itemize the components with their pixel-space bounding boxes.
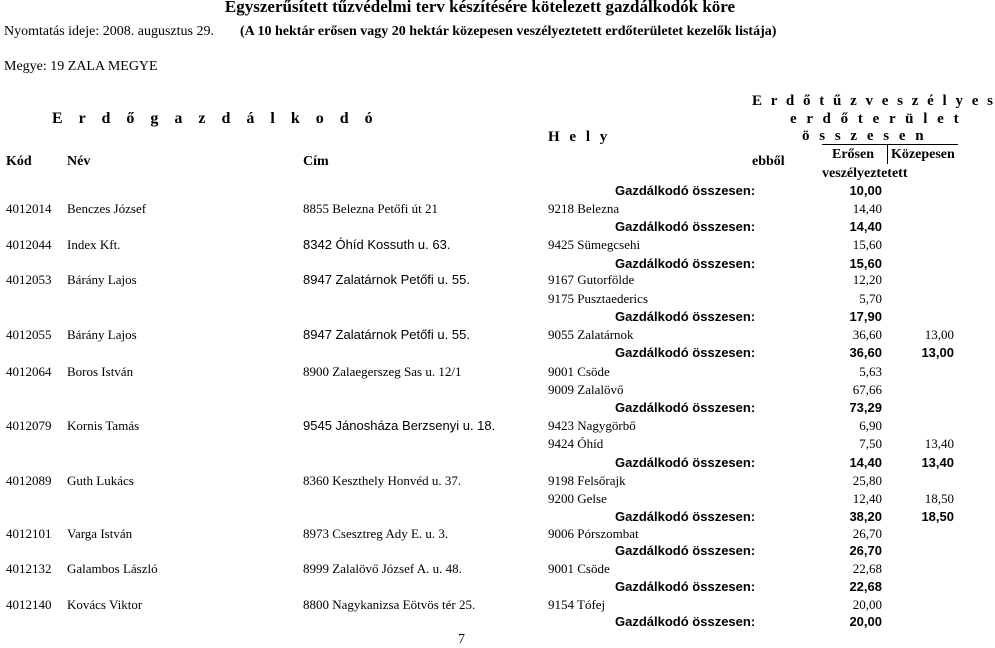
cell-nev: Benczes József <box>67 201 147 216</box>
cell-kod: 4012064 <box>6 364 52 379</box>
cell-erosen: 67,66 <box>852 382 882 397</box>
cell-cim: 8800 Nagykanizsa Eötvös tér 25. <box>303 597 476 612</box>
total-erosen: 20,00 <box>849 614 882 629</box>
header-divider-vertical <box>887 145 888 164</box>
cell-hely: 9218 Belezna <box>548 201 620 216</box>
total-label: Gazdálkodó összesen: <box>615 345 756 360</box>
cell-erosen: 12,40 <box>852 491 882 506</box>
cell-nev: Guth Lukács <box>67 473 134 488</box>
total-erosen: 14,40 <box>849 455 882 470</box>
cell-kod: 4012140 <box>6 597 52 612</box>
cell-nev: Index Kft. <box>67 237 121 252</box>
cell-hely: 9198 Felsőrajk <box>548 473 626 488</box>
cell-hely: 9055 Zalatárnok <box>548 327 634 342</box>
total-label: Gazdálkodó összesen: <box>615 309 756 324</box>
cell-kod: 4012014 <box>6 201 52 216</box>
total-erosen: 26,70 <box>849 543 882 558</box>
cell-cim: 8360 Keszthely Honvéd u. 37. <box>303 473 462 488</box>
header-area-line1: E r d ő t ű z v e s z é l y e s <box>752 93 995 109</box>
total-label: Gazdálkodó összesen: <box>615 455 756 470</box>
total-label: Gazdálkodó összesen: <box>615 543 756 558</box>
header-nev: Név <box>67 154 91 169</box>
header-area-line2: e r d ő t e r ü l e t <box>790 111 962 127</box>
cell-kod: 4012044 <box>6 237 52 252</box>
cell-hely: 9006 Pórszombat <box>548 526 639 541</box>
total-erosen: 38,20 <box>849 509 882 524</box>
cell-hely: 9175 Pusztaederics <box>548 291 649 306</box>
page-number: 7 <box>458 632 465 647</box>
total-erosen: 14,40 <box>849 219 882 234</box>
cell-erosen: 6,90 <box>859 418 882 433</box>
cell-erosen: 14,40 <box>852 201 882 216</box>
cell-erosen: 25,80 <box>852 473 882 488</box>
header-kod: Kód <box>6 154 32 169</box>
cell-cim: 9545 Jánosháza Berzsenyi u. 18. <box>303 418 496 433</box>
total-label: Gazdálkodó összesen: <box>615 400 756 415</box>
total-kozepesen: 18,50 <box>921 509 954 524</box>
header-hely: H e l y <box>548 129 611 145</box>
cell-erosen: 5,63 <box>859 364 882 379</box>
total-label: Gazdálkodó összesen: <box>615 256 756 271</box>
header-kozepesen: Közepesen <box>891 147 955 162</box>
print-date: Nyomtatás ideje: 2008. augusztus 29. <box>4 24 214 39</box>
cell-cim: 8947 Zalatárnok Petőfi u. 55. <box>303 327 470 342</box>
total-label: Gazdálkodó összesen: <box>615 509 756 524</box>
header-area-line3: ö s s z e s e n <box>802 128 927 144</box>
cell-nev: Varga István <box>67 526 133 541</box>
page-title: Egyszerűsített tűzvédelmi terv készítésére kötelezett gazdálkodók köre <box>224 0 736 16</box>
cell-nev: Bárány Lajos <box>67 272 137 287</box>
cell-hely: 9009 Zalalövő <box>548 382 624 397</box>
total-label: Gazdálkodó összesen: <box>615 183 756 198</box>
cell-hely: 9154 Tófej <box>548 597 606 612</box>
cell-kod: 4012055 <box>6 327 52 342</box>
cell-hely: 9425 Sümegcsehi <box>548 237 641 252</box>
header-veszelyeztetett: veszélyeztetett <box>822 166 908 181</box>
header-ebbol: ebből <box>752 154 785 169</box>
cell-kod: 4012101 <box>6 526 52 541</box>
county-label: Megye: 19 ZALA MEGYE <box>4 59 158 74</box>
header-erosen: Erősen <box>832 147 874 162</box>
cell-cim: 8342 Óhíd Kossuth u. 63. <box>303 237 451 252</box>
header-manager: E r d ő g a z d á l k o d ó <box>52 110 379 127</box>
total-kozepesen: 13,00 <box>921 345 954 360</box>
cell-nev: Galambos László <box>67 561 158 576</box>
total-label: Gazdálkodó összesen: <box>615 579 756 594</box>
cell-cim: 8855 Belezna Petőfi út 21 <box>303 201 439 216</box>
cell-kozepesen: 18,50 <box>924 491 954 506</box>
header-divider <box>822 144 958 145</box>
cell-hely: 9001 Csöde <box>548 364 610 379</box>
header-cim: Cím <box>303 154 329 169</box>
cell-kozepesen: 13,00 <box>924 327 954 342</box>
cell-cim: 8947 Zalatárnok Petőfi u. 55. <box>303 272 470 287</box>
cell-erosen: 7,50 <box>859 436 882 451</box>
total-erosen: 22,68 <box>849 579 882 594</box>
cell-kozepesen: 13,40 <box>924 436 954 451</box>
total-erosen: 73,29 <box>849 400 882 415</box>
cell-hely: 9167 Gutorfölde <box>548 272 635 287</box>
total-kozepesen: 13,40 <box>921 455 954 470</box>
total-label: Gazdálkodó összesen: <box>615 614 756 629</box>
cell-kod: 4012132 <box>6 561 52 576</box>
cell-hely: 9423 Nagygörbő <box>548 418 636 433</box>
cell-hely: 9200 Gelse <box>548 491 607 506</box>
cell-cim: 8999 Zalalövő József A. u. 48. <box>303 561 462 576</box>
cell-erosen: 15,60 <box>852 237 882 252</box>
cell-erosen: 26,70 <box>852 526 882 541</box>
cell-erosen: 20,00 <box>852 597 882 612</box>
cell-kod: 4012053 <box>6 272 52 287</box>
total-label: Gazdálkodó összesen: <box>615 219 756 234</box>
cell-nev: Kovács Viktor <box>67 597 143 612</box>
page-subtitle: (A 10 hektár erősen vagy 20 hektár közepesen veszélyeztetett erdőterületet kezelők listája) <box>240 24 777 39</box>
total-erosen: 15,60 <box>849 256 882 271</box>
cell-nev: Boros István <box>67 364 134 379</box>
cell-hely: 9001 Csöde <box>548 561 610 576</box>
cell-cim: 8973 Csesztreg Ady E. u. 3. <box>303 526 449 541</box>
total-erosen: 36,60 <box>849 345 882 360</box>
cell-cim: 8900 Zalaegerszeg Sas u. 12/1 <box>303 364 462 379</box>
cell-erosen: 22,68 <box>852 561 882 576</box>
cell-nev: Bárány Lajos <box>67 327 137 342</box>
cell-kod: 4012079 <box>6 418 52 433</box>
cell-erosen: 36,60 <box>852 327 882 342</box>
cell-erosen: 12,20 <box>852 272 882 287</box>
total-erosen: 17,90 <box>849 309 882 324</box>
cell-nev: Kornis Tamás <box>67 418 140 433</box>
cell-kod: 4012089 <box>6 473 52 488</box>
cell-hely: 9424 Óhíd <box>548 436 604 451</box>
total-value: 10,00 <box>849 183 882 198</box>
cell-erosen: 5,70 <box>859 291 882 306</box>
